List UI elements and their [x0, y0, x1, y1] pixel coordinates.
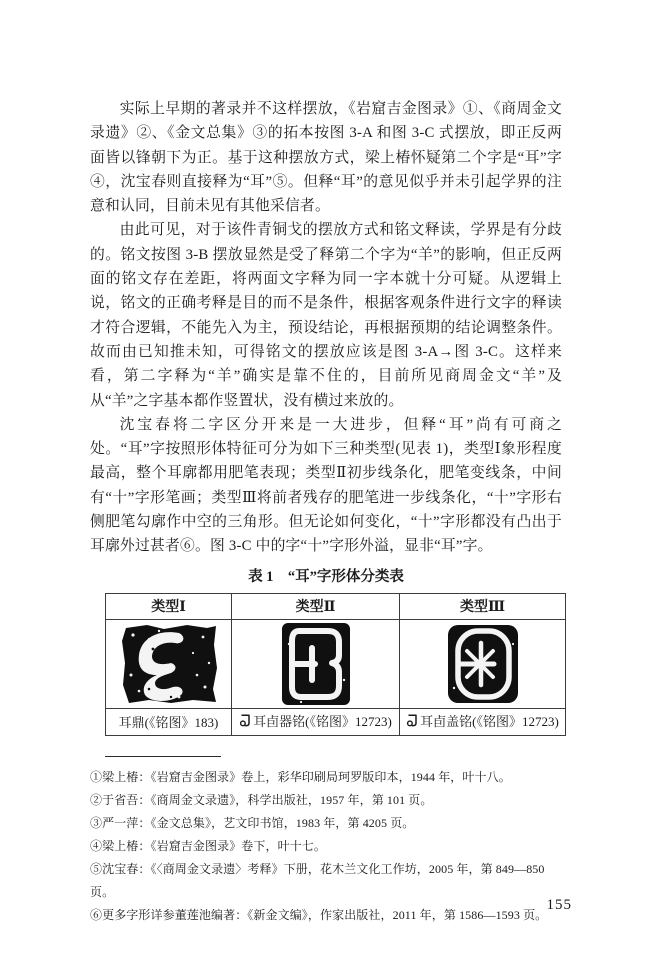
footnote-1-text: 梁上椿：《岩窟吉金图录》卷上，彩华印刷局珂罗版印本，1944 年，叶十八。	[102, 769, 511, 784]
table-cell-type3-image	[400, 619, 566, 708]
table-cell-type2-caption	[232, 708, 400, 735]
clan-sign-glyph-icon	[239, 713, 252, 728]
footnote-4-text: 梁上椿：《岩窟吉金图录》卷下，叶十七。	[102, 838, 327, 853]
footnote-separator-rule	[105, 756, 221, 757]
type-1-rubbing-image	[119, 623, 219, 705]
table-header-row	[106, 593, 566, 619]
table-cell-type2-image	[232, 619, 400, 708]
footnote-3	[90, 812, 562, 835]
footnote-3-marker: ③	[90, 815, 103, 830]
body-paragraph-3: 沈宝春将二字区分开来是一大进步，但释“耳”尚有可商之处。“耳”字按照形体特征可分为如下三种类型(见表 1)，类型Ⅰ象形程度最高，整个耳廓都用肥笔表现；类型Ⅱ初步线条化，肥笔变线条，中间有“十”字形笔画；类型Ⅲ将前者残存的肥笔进一步线条化，“十”字形右侧肥笔勾廓作中空的三角形。但无论如何变化，“十”字形都没有凸出于耳廓外过甚者⑥。图 3-C 中的字“十”字形外溢，显非“耳”字。	[90, 416, 562, 555]
footnote-2	[90, 789, 562, 812]
table-cell-type3-caption	[400, 708, 566, 735]
type-3-rubbing-image	[447, 624, 519, 704]
footnote-6	[90, 904, 562, 927]
table-header-type2: 类型Ⅱ	[232, 593, 400, 619]
footnote-5-marker: ⑤	[90, 861, 103, 876]
caption-type1-text: 耳鼎(《铭图》183)	[118, 715, 219, 731]
footnote-4	[90, 835, 562, 858]
table-caption-row	[106, 708, 566, 735]
body-paragraph-2: 由此可见，对于该件青铜戈的摆放方式和铭文释读，学界是有分歧的。铭文按图 3-B 摆放显然是受了释第二个字为“羊”的影响，但正反两面的铭文存在差距，将两面文字释为同一字本就十分可疑。从逻辑上说，铭文的正确考释是目的而不是条件，根据客观条件进行文字的释读才符合逻辑，不能先入为主，预设结论，再根据预期的结论调整条件。故而由已知推未知，可得铭文的摆放应该是图 3-A→图 3-C。这样来看，第二字释为“羊”确实是靠不住的，目前所见商周金文“羊”及从“羊”之字基本都作竖置状，没有横过来放的。	[90, 222, 562, 409]
footnote-6-marker: ⑥	[90, 907, 103, 922]
ear-glyph-classification-table	[105, 593, 566, 736]
footnote-1-marker: ①	[90, 769, 103, 784]
type-2-rubbing-image	[281, 622, 351, 706]
clan-sign-glyph-icon	[406, 713, 419, 728]
footnote-2-text: 于省吾：《商周金文录遗》，科学出版社，1957 年，第 101 页。	[102, 792, 433, 807]
table-header-type3: 类型Ⅲ	[400, 593, 566, 619]
footnote-4-marker: ④	[90, 838, 103, 853]
table-cell-type1-image	[106, 619, 232, 708]
table-cell-type1-caption	[106, 708, 232, 735]
footnote-2-marker: ②	[90, 792, 103, 807]
footnote-3-text: 严一萍：《金文总集》，艺文印书馆，1983 年，第 4205 页。	[102, 815, 415, 830]
table-header-type1: 类型Ⅰ	[106, 593, 232, 619]
footnote-5-text: 沈宝春：《〈商周金文录遗〉考释》下册，花木兰文化工作坊，2005 年，第 849—850 页。	[90, 861, 545, 899]
footnotes-section	[90, 756, 562, 927]
table-image-row	[106, 619, 566, 708]
caption-type2-text: 耳卣器铭(《铭图》12723)	[253, 714, 392, 730]
footnote-1	[90, 766, 562, 789]
footnote-6-text: 更多字形详参董莲池编著：《新金文编》，作家出版社，2011 年，第 1586—1593 页。	[102, 907, 548, 922]
footnote-5	[90, 858, 562, 904]
body-paragraph-1: 实际上早期的著录并不这样摆放，《岩窟吉金图录》①、《商周金文录遗》②、《金文总集》③的拓本按图 3-A 和图 3-C 式摆放，即正反两面皆以锋朝下为正。基于这种摆放方式，梁上椿怀疑第二个字是“耳”字④，沈宝春则直接释为“耳”⑤。但释“耳”的意见似乎并未引起学界的注意和认同，目前未见有其他采信者。	[90, 101, 562, 215]
table-title: 表 1 “耳”字形体分类表	[248, 568, 404, 585]
caption-type3-text: 耳卣盖铭(《铭图》12723)	[420, 714, 559, 730]
page-content	[90, 97, 562, 927]
page-number: 155	[546, 897, 572, 913]
